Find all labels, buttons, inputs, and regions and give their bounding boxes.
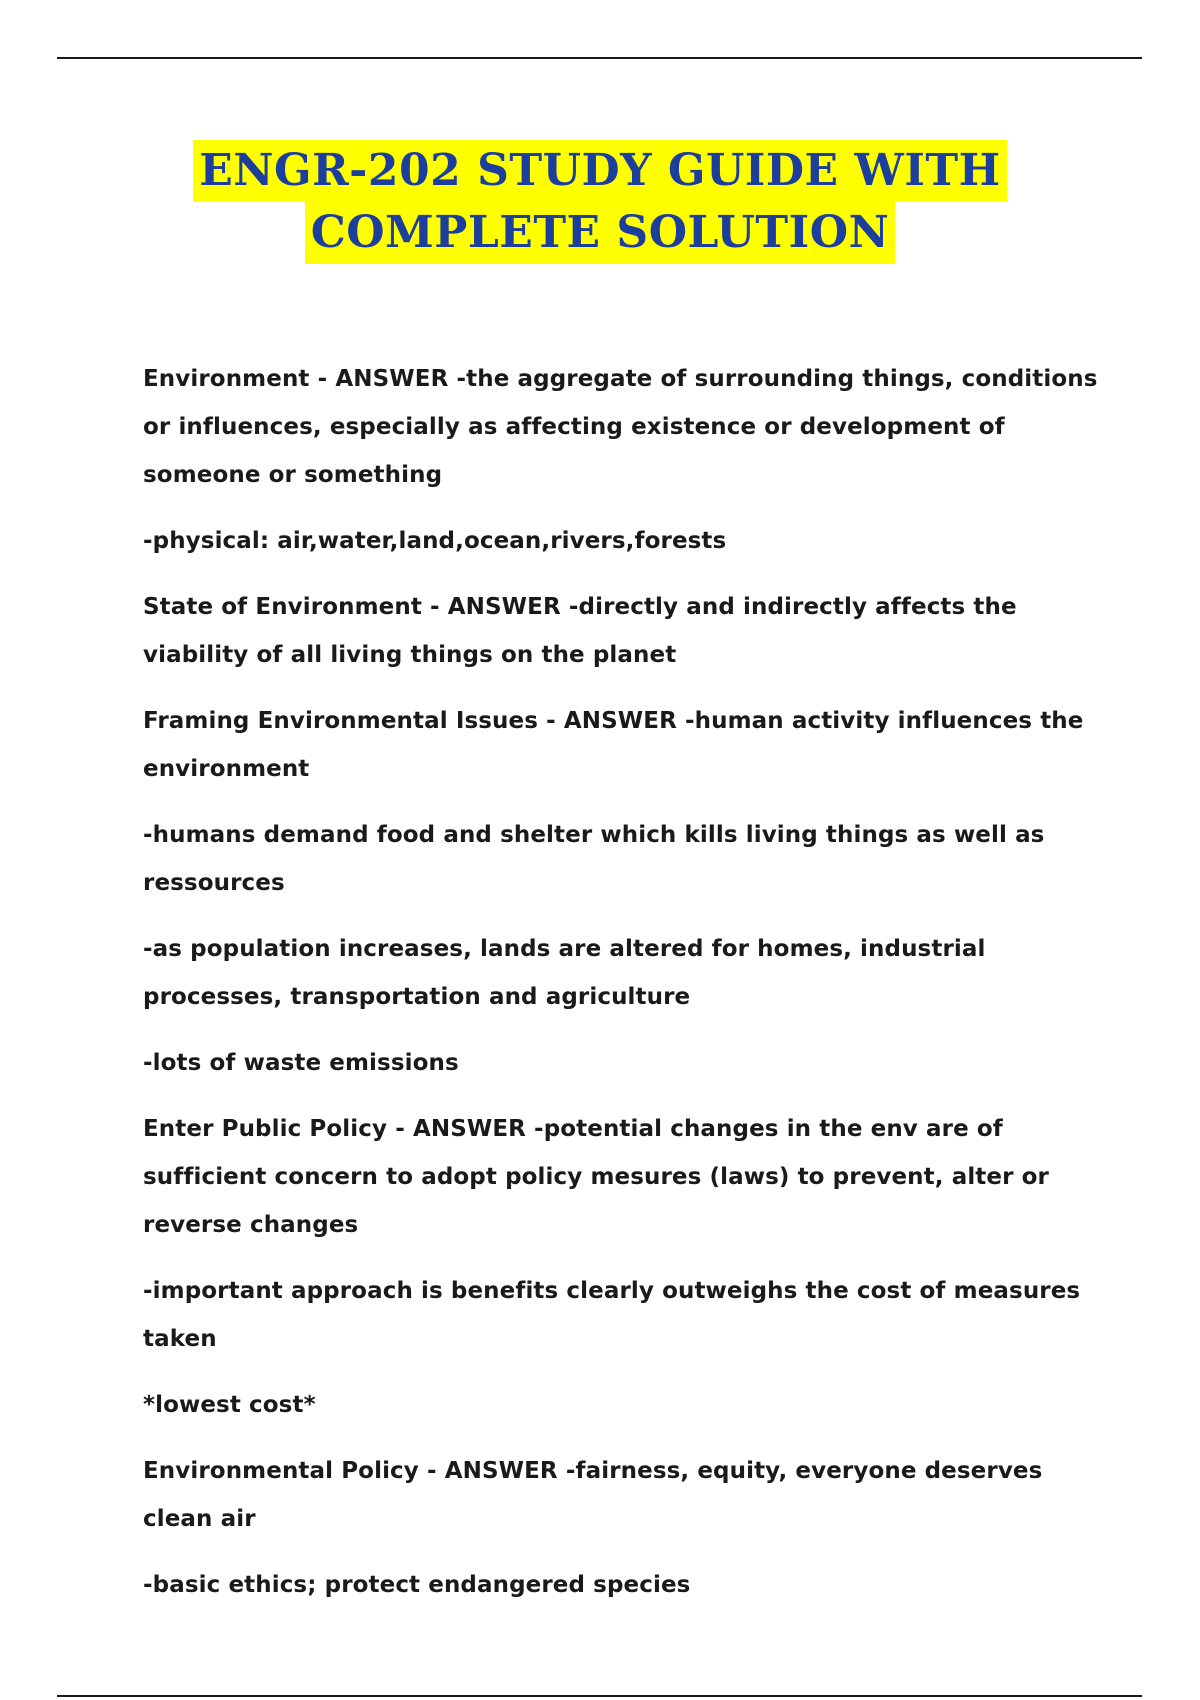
entry-environment: Environment - ANSWER -the aggregate of surrounding things, conditions or influences, especially as affecting existence or development of someone or something xyxy=(143,366,1098,488)
page-title xyxy=(0,140,1200,264)
entry-lowest-cost: *lowest cost* xyxy=(143,1392,316,1418)
entry-framing-issues: Framing Environmental Issues - ANSWER -human activity influences the environment xyxy=(143,708,1084,782)
bottom-divider xyxy=(57,1695,1142,1697)
title-line-2: COMPLETE SOLUTION xyxy=(305,202,896,264)
entry-physical: -physical: air,water,land,ocean,rivers,forests xyxy=(143,528,727,554)
entry-basic-ethics: -basic ethics; protect endangered species xyxy=(143,1572,691,1598)
entry-humans-demand: -humans demand food and shelter which kills living things as well as ressources xyxy=(143,822,1045,896)
top-divider xyxy=(57,57,1142,59)
study-guide-content xyxy=(143,355,1103,1627)
entry-public-policy: Enter Public Policy - ANSWER -potential changes in the env are of sufficient concern to adopt policy mesures (laws) to prevent, alter or reverse changes xyxy=(143,1116,1049,1238)
entry-environmental-policy: Environmental Policy - ANSWER -fairness, equity, everyone deserves clean air xyxy=(143,1458,1043,1532)
entry-population: -as population increases, lands are altered for homes, industrial processes, transportation and agriculture xyxy=(143,936,986,1010)
entry-waste: -lots of waste emissions xyxy=(143,1050,459,1076)
title-line-1: ENGR-202 STUDY GUIDE WITH xyxy=(193,140,1006,202)
entry-important-approach: -important approach is benefits clearly outweighs the cost of measures taken xyxy=(143,1278,1081,1352)
entry-state-of-environment: State of Environment - ANSWER -directly and indirectly affects the viability of all living things on the planet xyxy=(143,594,1017,668)
